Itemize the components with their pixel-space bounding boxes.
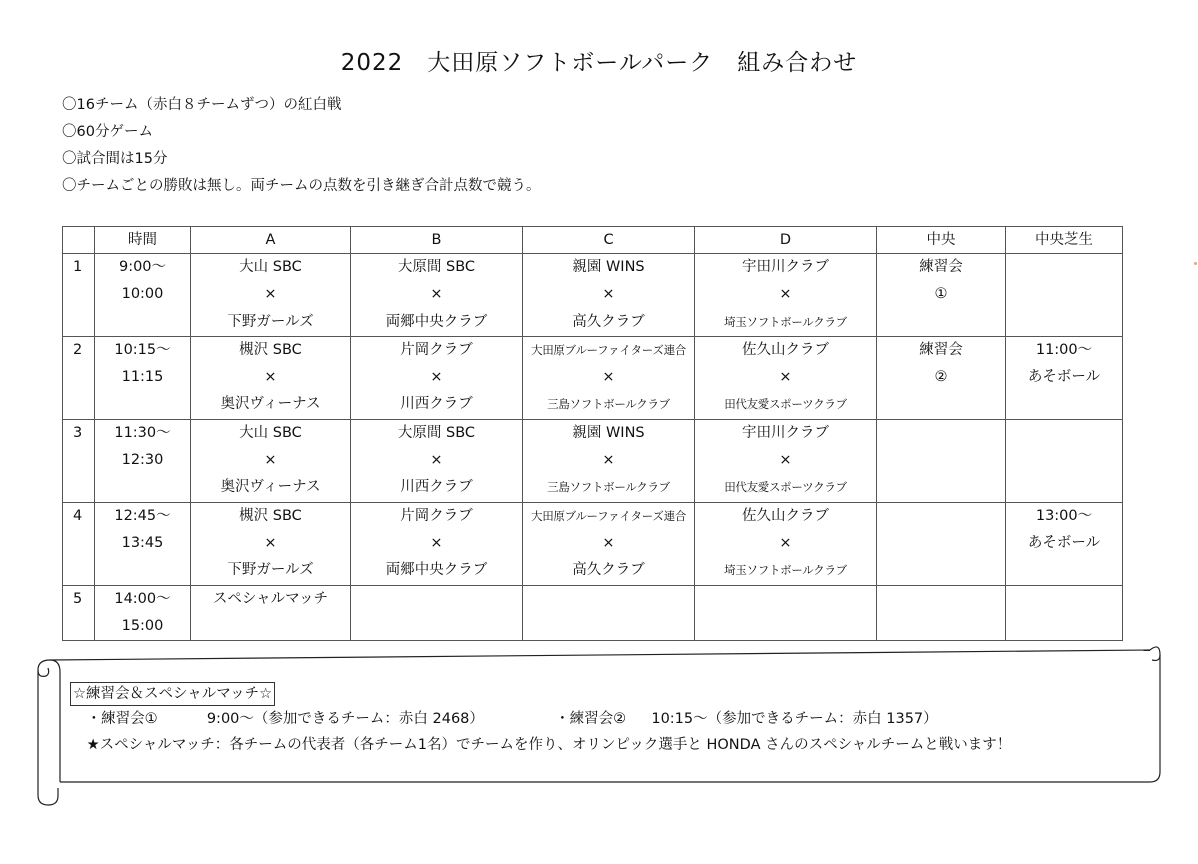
time-cell: 9:00～ 10:00 (95, 254, 191, 337)
match-cell-c: 大田原ブルーファイターズ連合 × 三島ソフトボールクラブ (523, 336, 695, 419)
note-item: 〇60分ゲーム (62, 124, 153, 140)
match-cell-b: 大原間 SBC × 両郷中央クラブ (351, 254, 523, 337)
center-cell: 練習会 ① (877, 254, 1006, 337)
practice1-detail: 9:00～（参加できるチーム：赤白 2468） (206, 711, 484, 727)
match-cell-a: 大山 SBC × 奥沢ヴィーナス (191, 419, 351, 502)
round-number: 2 (63, 336, 95, 419)
match-cell-a: 槻沢 SBC × 下野ガールズ (191, 502, 351, 585)
match-cell-d: 宇田川クラブ × 田代友愛スポーツクラブ (695, 419, 877, 502)
match-cell-d: 佐久山クラブ × 埼玉ソフトボールクラブ (695, 502, 877, 585)
special-match-text: ★スペシャルマッチ：各チームの代表者（各チーム1名）でチームを作り、オリンピック選手と HONDA さんのスペシャルチームと戦います！ (86, 737, 1012, 753)
header-cell: D (695, 227, 877, 254)
info-box (70, 682, 1011, 758)
note-item: 〇チームごとの勝敗は無し。両チームの点数を引き継ぎ合計点数で競う。 (62, 178, 541, 194)
special-match-line (70, 732, 1011, 758)
practice-line (70, 706, 1011, 732)
note-item: 〇試合間は15分 (62, 151, 168, 167)
stray-dot (1194, 262, 1197, 265)
note-item: 〇16チーム（赤白８チームずつ）の紅白戦 (62, 97, 342, 113)
header-cell: 時間 (95, 227, 191, 254)
practice2-detail: 10:15～（参加できるチーム：赤白 1357） (651, 711, 938, 727)
match-cell-b: 大原間 SBC × 川西クラブ (351, 419, 523, 502)
round-number: 3 (63, 419, 95, 502)
match-cell-a: 大山 SBC × 下野ガールズ (191, 254, 351, 337)
header-cell: A (191, 227, 351, 254)
time-cell: 14:00～ 15:00 (95, 585, 191, 641)
center-cell: 練習会 ② (877, 336, 1006, 419)
round-number: 1 (63, 254, 95, 337)
match-cell-d: 宇田川クラブ × 埼玉ソフトボールクラブ (695, 254, 877, 337)
match-cell-a: スペシャルマッチ (191, 585, 351, 641)
lawn-cell: 11:00～ あそボール (1006, 336, 1123, 419)
match-cell-b: 片岡クラブ × 両郷中央クラブ (351, 502, 523, 585)
match-cell-d: 佐久山クラブ × 田代友愛スポーツクラブ (695, 336, 877, 419)
match-cell-b: 片岡クラブ × 川西クラブ (351, 336, 523, 419)
lawn-cell: 13:00～ あそボール (1006, 502, 1123, 585)
info-heading: ☆練習会＆スペシャルマッチ☆ (70, 682, 275, 706)
practice2-label: ・練習会② (555, 711, 627, 727)
header-cell: C (523, 227, 695, 254)
header-cell: 中央芝生 (1006, 227, 1123, 254)
page-title: 2022 大田原ソフトボールパーク 組み合わせ (340, 50, 858, 76)
match-cell-c: 親園 WINS × 高久クラブ (523, 254, 695, 337)
round-number: 5 (63, 585, 95, 641)
header-cell: 中央 (877, 227, 1006, 254)
match-cell-a: 槻沢 SBC × 奥沢ヴィーナス (191, 336, 351, 419)
time-cell: 11:30～ 12:30 (95, 419, 191, 502)
match-cell-c: 親園 WINS × 三島ソフトボールクラブ (523, 419, 695, 502)
match-cell-c: 大田原ブルーファイターズ連合 × 高久クラブ (523, 502, 695, 585)
header-cell: B (351, 227, 523, 254)
practice1-label: ・練習会① (86, 711, 158, 727)
time-cell: 10:15～ 11:15 (95, 336, 191, 419)
time-cell: 12:45～ 13:45 (95, 502, 191, 585)
round-number: 4 (63, 502, 95, 585)
